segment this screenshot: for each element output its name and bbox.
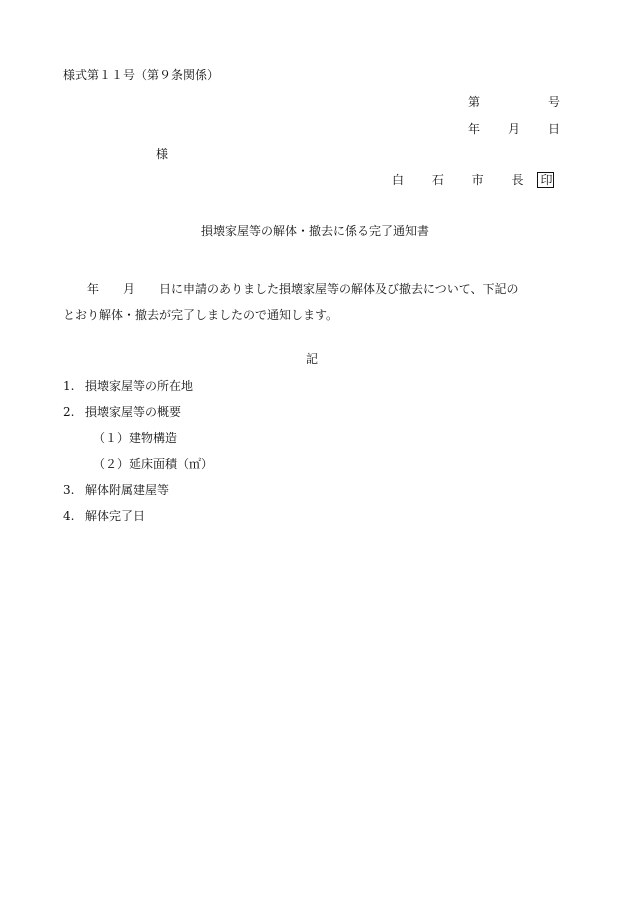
ki-heading: 記	[305, 352, 318, 366]
date-day: 日	[547, 122, 560, 136]
date-year: 年	[468, 122, 481, 136]
list-item-number: 2.	[63, 405, 75, 419]
form-number: 様式第１１号（第９条関係）	[63, 68, 220, 82]
list-item-number: 1.	[63, 379, 75, 393]
seal-stamp: 印	[537, 172, 554, 188]
list-item-label: 損壊家屋等の概要	[85, 405, 182, 419]
list-item-label: 損壊家屋等の所在地	[85, 379, 194, 393]
list-item-label: 解体完了日	[85, 509, 146, 523]
list-item-label: 解体附属建屋等	[85, 483, 170, 497]
list-item-number: 4.	[63, 509, 75, 523]
subitem-floor-area: （２）延床面積（㎡）	[93, 457, 214, 471]
issuer-name: 白 石 市 長	[392, 173, 536, 187]
list-item-overview	[63, 406, 181, 418]
list-item-completion-date	[63, 510, 145, 522]
list-item-location	[63, 380, 193, 392]
body-paragraph	[63, 276, 563, 328]
document-number	[468, 96, 560, 108]
list-item-number: 3.	[63, 483, 75, 497]
subitem-structure: （１）建物構造	[93, 431, 178, 445]
document-number-prefix: 第	[468, 95, 481, 109]
date-month: 月	[507, 122, 520, 136]
document-title: 損壊家屋等の解体・撤去に係る完了通知書	[200, 224, 429, 238]
body-line-2: とおり解体・撤去が完了しましたので通知します。	[63, 308, 339, 322]
body-line-1: 年 月 日に申請のありました損壊家屋等の解体及び撤去について、下記の	[63, 282, 519, 296]
document-number-suffix: 号	[547, 95, 560, 109]
document-date	[468, 123, 560, 135]
list-item-attached-buildings	[63, 484, 169, 496]
issuer	[392, 172, 554, 188]
addressee: 様	[156, 147, 169, 161]
